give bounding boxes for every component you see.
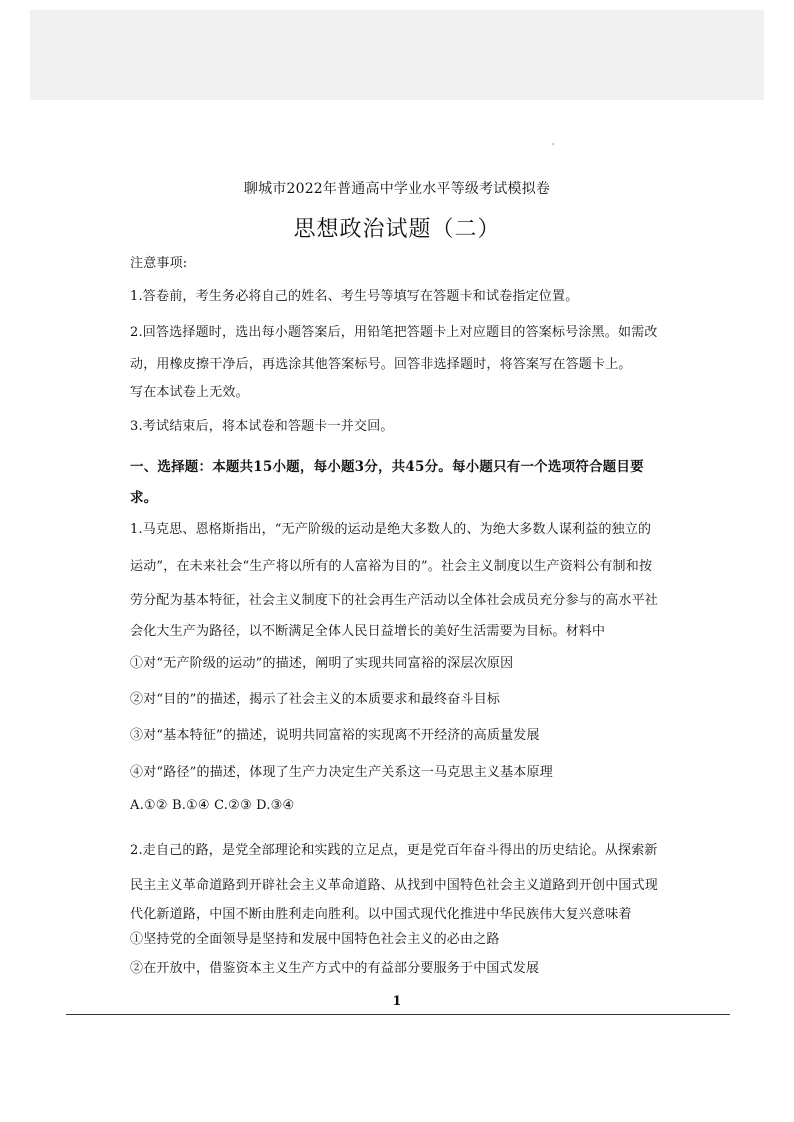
- notice-line: 写在本试卷上无效。: [130, 385, 249, 400]
- question-2-option: ①坚持党的全面领导是坚持和发展中国特色社会主义的必由之路: [130, 932, 500, 947]
- question-1-line: 劳分配为基本特征，社会主义制度下的社会再生产活动以全体社会成员充分参与的高水平社: [130, 593, 659, 608]
- question-1-line: 运动”，在未来社会“生产将以所有的人富裕为目的”。社会主义制度以生产资料公有制和按: [130, 559, 653, 574]
- scan-speck: ': [552, 142, 555, 151]
- exam-title: 思想政治试题（二）: [293, 217, 501, 242]
- question-2-option: ②在开放中，借鉴资本主义生产方式中的有益部分要服务于中国式发展: [130, 961, 540, 976]
- section-heading: 一、选择题：本题共15小题，每小题3分，共45分。每小题只有一个选项符合题目要: [130, 459, 644, 475]
- notice-line: 动，用橡皮擦干净后，再选涂其他答案标号。回答非选择题时，将答案写在答题卡上。: [130, 357, 632, 372]
- notice-heading: 注意事项:: [130, 256, 188, 271]
- footer-rule: [66, 1014, 730, 1015]
- notice-line: 3.考试结束后，将本试卷和答题卡一并交回。: [130, 419, 394, 434]
- scan-shadow-band: [30, 10, 764, 100]
- question-1-line: 会化大生产为路径，以不断满足全体人民日益增长的美好生活需要为目标。材料中: [130, 624, 606, 639]
- question-1-option: ④对“路径”的描述，体现了生产力决定生产关系这一马克思主义基本原理: [130, 765, 553, 780]
- question-2-line: 代化新道路，中国不断由胜利走向胜利。以中国式现代化推进中华民族伟大复兴意味着: [130, 907, 632, 922]
- question-1-answers: A.①② B.①④ C.②③ D.③④: [130, 798, 295, 813]
- question-2-line: 2.走自己的路，是党全部理论和实践的立足点，更是党百年奋斗得出的历史结论。从探索新: [130, 843, 658, 858]
- section-heading-cont: 求。: [130, 490, 158, 506]
- question-1-option: ①对“无产阶级的运动”的描述，阐明了实现共同富裕的深层次原因: [130, 656, 514, 671]
- question-1-option: ②对“目的”的描述，揭示了社会主义的本质要求和最终奋斗目标: [130, 692, 501, 707]
- question-2-line: 民主主义革命道路到开辟社会主义革命道路、从找到中国特色社会主义道路到开创中国式现: [130, 878, 659, 893]
- page-number: 1: [392, 994, 402, 1009]
- notice-line: 2.回答选择题时，选出每小题答案后，用铅笔把答题卡上对应题目的答案标号涂黑。如需改: [130, 325, 658, 340]
- notice-line: 1.答卷前，考生务必将自己的姓名、考生号等填写在答题卡和试卷指定位置。: [130, 289, 579, 304]
- exam-subtitle: 聊城市2022年普通高中学业水平等级考试模拟卷: [243, 181, 551, 197]
- question-1-option: ③对“基本特征”的描述，说明共同富裕的实现离不开经济的高质量发展: [130, 728, 540, 743]
- question-1-line: 1.马克思、恩格斯指出，“无产阶级的运动是绝大多数人的、为绝大多数人谋利益的独立的: [130, 522, 652, 537]
